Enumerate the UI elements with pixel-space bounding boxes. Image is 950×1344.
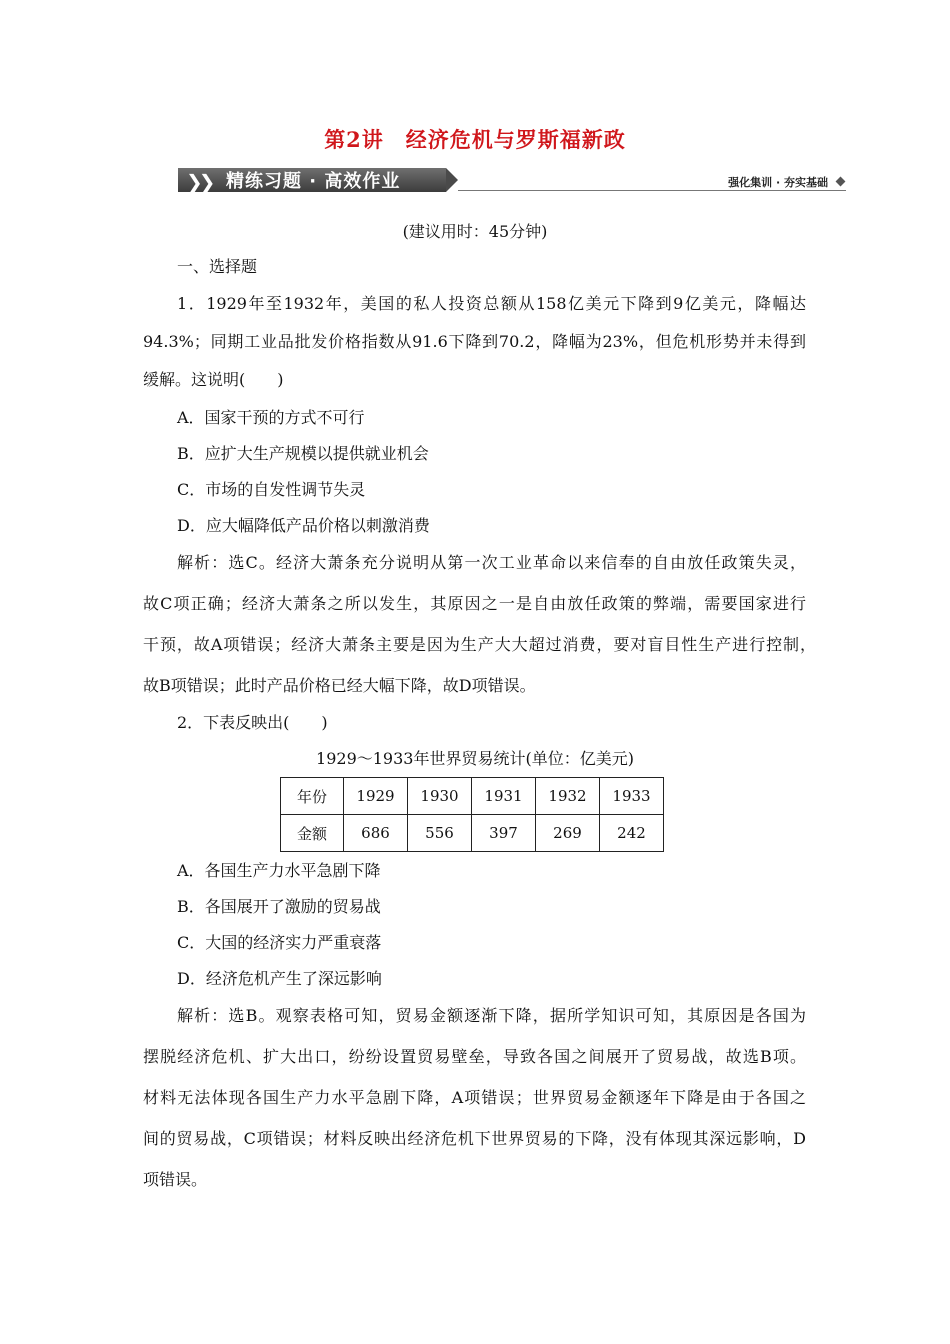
q1-analysis-line-1: 解析：选C。经济大萧条充分说明从第一次工业革命以来信奉的自由放任政策失灵， [177,553,806,572]
banner-left-label: 精练习题 · 高效作业 [226,171,401,192]
table-cell: 1929 [344,778,408,815]
time-suggestion: (建议用时：45分钟) [402,222,548,241]
q1-option-d: D．应大幅降低产品价格以刺激消费 [177,516,430,535]
q1-stem-line-2: 94.3%；同期工业品批发价格指数从91.6下降到70.2，降幅为23%，但危机形势并未得到 [143,332,806,351]
diamond-icon [836,177,846,187]
table-caption: 1929～1933年世界贸易统计(单位：亿美元) [316,749,634,768]
q2-analysis-line-4: 间的贸易战，C项错误；材料反映出经济危机下世界贸易的下降，没有体现其深远影响，D [143,1129,806,1148]
table-cell: 1932 [536,778,600,815]
q1-option-c: C．市场的自发性调节失灵 [177,480,366,499]
q1-option-b: B．应扩大生产规模以提供就业机会 [177,444,429,463]
q2-option-d: D．经济危机产生了深远影响 [177,969,382,988]
table-cell: 686 [344,815,408,852]
section-heading: 一、选择题 [177,257,258,276]
q2-analysis-line-2: 摆脱经济危机、扩大出口，纷纷设置贸易壁垒，导致各国之间展开了贸易战，故选B项。 [143,1047,806,1066]
q2-analysis-line-1: 解析：选B。观察表格可知，贸易金额逐渐下降，据所学知识可知，其原因是各国为 [177,1006,806,1025]
table-cell: 年份 [281,778,344,815]
table-cell: 269 [536,815,600,852]
page-title: 第2讲 经济危机与罗斯福新政 [324,127,626,152]
table-cell: 397 [472,815,536,852]
q2-option-c: C．大国的经济实力严重衰落 [177,933,382,952]
trade-statistics-table [280,777,664,852]
table-cell: 242 [600,815,664,852]
q1-analysis-line-3: 干预，故A项错误；经济大萧条主要是因为生产大大超过消费，要对盲目性生产进行控制， [143,635,816,654]
section-banner [178,166,850,194]
table-cell: 556 [408,815,472,852]
table-cell: 1933 [600,778,664,815]
table-cell: 金额 [281,815,344,852]
q1-analysis-line-4: 故B项错误；此时产品价格已经大幅下降，故D项错误。 [143,676,536,695]
q2-option-a: A．各国生产力水平急剧下降 [177,861,381,880]
table-row [281,778,664,815]
double-chevron-icon: ❯❯ [186,170,212,194]
q1-stem-line-3: 缓解。这说明( ) [143,370,284,389]
table-row [281,815,664,852]
q1-option-a: A．国家干预的方式不可行 [177,408,365,427]
q2-stem: 2．下表反映出( ) [177,713,328,732]
table-cell: 1930 [408,778,472,815]
table-cell: 1931 [472,778,536,815]
banner-divider [458,190,846,191]
q1-analysis-line-2: 故C项正确；经济大萧条之所以发生，其原因之一是自由放任政策的弊端，需要国家进行 [143,594,806,613]
banner-right-label: 强化集训 · 夯实基础 [728,176,828,189]
q2-option-b: B．各国展开了激励的贸易战 [177,897,381,916]
q2-analysis-line-3: 材料无法体现各国生产力水平急剧下降，A项错误；世界贸易金额逐年下降是由于各国之 [143,1088,806,1107]
banner-ribbon [178,168,446,192]
q1-stem-line-1: 1．1929年至1932年，美国的私人投资总额从158亿美元下降到9亿美元，降幅达 [177,294,806,313]
q2-analysis-line-5: 项错误。 [143,1170,208,1189]
